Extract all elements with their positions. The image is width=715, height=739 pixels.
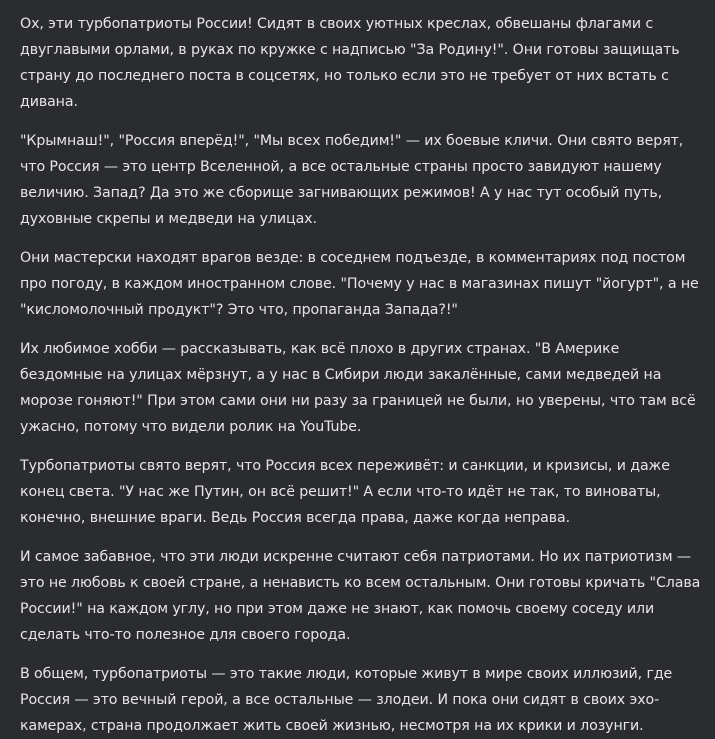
message-paragraph-4: Их любимое хобби — рассказывать, как всё плохо в других странах. "В Америке бездомные на улицах мёрзнут, а у нас в Сибири люди закалённые, сами медведей на морозе гоняют!" При этом сами они ни разу за границей не были, но уверены, что там всё ужасно, потому что видели ролик на YouTube. [20, 341, 696, 435]
message-paragraph-7: В общем, турбопатриоты — это такие люди, которые живут в мире своих иллюзий, где Россия — это вечный герой, а все остальные — злодеи. И пока они сидят в своих эхо-камерах, страна продолжает жить своей жизнью, несмотря на их крики и лозунги. [20, 666, 673, 734]
message-paragraph-6: И самое забавное, что эти люди искренне считают себя патриотами. Но их патриотизм — это не любовь к своей стране, а ненависть ко всем остальным. Они готовы кричать "Слава России!" на каждом углу, но при этом даже не знают, как помочь своему соседу или сделать что-то полезное для своего города. [20, 549, 701, 643]
message-paragraph-3: Они мастерски находят врагов везде: в соседнем подъезде, в комментариях под постом про погоду, в каждом иностранном слове. "Почему у нас в магазинах пишут "йогурт", а не "кисломолочный продукт"? Это что, пропаганда Запада?!" [20, 250, 699, 318]
message-paragraph-2: "Крымнаш!", "Россия вперёд!", "Мы всех победим!" — их боевые кличи. Они свято верят, что Россия — это центр Вселенной, а все остальные страны просто завидуют нашему величию. Запад? Да это же сборище загнивающих режимов! А у нас тут особый путь, духовные скрепы и медведи на улицах. [20, 133, 684, 227]
message-paragraph-5: Турбопатриоты свято верят, что Россия всех переживёт: и санкции, и кризисы, и даже конец света. "У нас же Путин, он всё решит!" А если что-то идёт не так, то виноваты, конечно, внешние враги. Ведь Россия всегда права, даже когда неправа. [20, 458, 670, 526]
message-paragraph-1: Ох, эти турбопатриоты России! Сидят в своих уютных креслах, обвешаны флагами с двуглавыми орлами, в руках по кружке с надписью "За Родину!". Они готовы защищать страну до последнего поста в соцсетях, но только если это не требует от них встать с дивана. [20, 16, 680, 110]
